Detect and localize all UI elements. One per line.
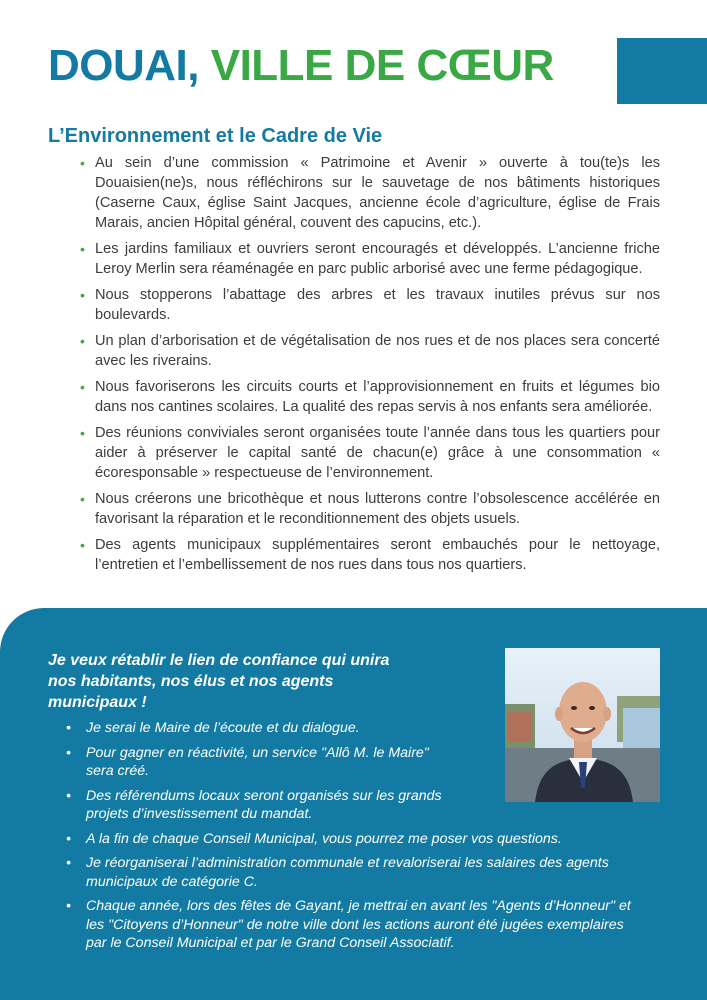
pledge-item-text: A la fin de chaque Conseil Municipal, vous pourrez me poser vos questions. [86, 830, 562, 847]
bullet-icon: • [66, 855, 71, 871]
pledge-item-text: Je réorganiserai l’administration communale et revaloriserai les salaires des agents municipaux de catégorie C. [86, 855, 609, 890]
pledge-item [66, 787, 446, 824]
bullet-icon: • [80, 537, 85, 553]
pledge-item [66, 744, 446, 781]
environment-item [80, 423, 660, 483]
environment-item-text: Les jardins familiaux et ouvriers seront encouragés et développés. L’ancienne friche Leroy Merlin sera réaménagée en parc public arborisé avec une ferme pédagogique. [95, 241, 660, 277]
bullet-icon: • [80, 425, 85, 441]
environment-item [80, 377, 660, 417]
corner-accent-block [617, 38, 707, 104]
pledge-item-text: Pour gagner en réactivité, un service "Allô M. le Maire" sera créé. [86, 744, 429, 779]
environment-item [80, 285, 660, 325]
bullet-icon: • [80, 155, 85, 171]
pledge-item [66, 897, 646, 953]
environment-item [80, 489, 660, 529]
page-title [48, 41, 554, 90]
pledge-item-text: Chaque année, lors des fêtes de Gayant, je mettrai en avant les "Agents d’Honneur" et les "Citoyens d’Honneur" de notre ville dont les actions auront été jugées exemplaires par le Conseil Municipal et par le Grand Conseil Associatif. [86, 898, 631, 951]
pledge-item [66, 830, 646, 849]
bullet-icon: • [80, 287, 85, 303]
pledge-heading: Je veux rétablir le lien de confiance qui unira nos habitants, nos élus et nos agents municipaux ! [48, 652, 390, 711]
bullet-icon: • [80, 241, 85, 257]
environment-item [80, 153, 660, 233]
bullet-icon: • [66, 744, 71, 761]
environment-item-text: Un plan d’arborisation et de végétalisation de nos rues et de nos places sera concerté avec les riverains. [95, 333, 660, 369]
environment-item-text: Nous favoriserons les circuits courts et l’approvisionnement en fruits et légumes bio dans nos cantines scolaires. La qualité des repas servis à nos enfants sera améliorée. [95, 379, 660, 415]
title-slogan: VILLE DE CŒUR [210, 41, 554, 90]
bullet-icon: • [80, 379, 85, 395]
bullet-icon: • [80, 333, 85, 349]
environment-item [80, 535, 660, 575]
environment-item [80, 331, 660, 371]
pledge-item-text: Je serai le Maire de l’écoute et du dialogue. [86, 720, 360, 736]
title-city: DOUAI, [48, 41, 199, 90]
environment-list [80, 153, 660, 581]
pledge-item [66, 854, 646, 891]
environment-item-text: Au sein d’une commission « Patrimoine et Avenir » ouverte à tou(te)s les Douaisien(ne)s, nous réfléchirons sur le sauvetage de nos bâtiments historiques (Caserne Caux, église Saint Jacques, ancienne école d’agriculture, église de Frais Marais, ancien Hôpital général, couvent des capucins, etc.). [95, 155, 660, 231]
environment-item-text: Des réunions conviviales seront organisées toute l’année dans tous les quartiers pour aider à préserver le capital santé de chacun(e) grâce à une consommation « écoresponsable » respectueuse de l’environnement. [95, 425, 660, 481]
environment-item-text: Nous créerons une bricothèque et nous lutterons contre l’obsolescence accélérée en favorisant la réparation et le reconditionnement des objets usuels. [95, 491, 660, 527]
bullet-icon: • [66, 720, 71, 736]
environment-item-text: Des agents municipaux supplémentaires seront embauchés pour le nettoyage, l’entretien et l’embellissement de nos rues dans tous nos quartiers. [95, 537, 660, 573]
bullet-icon: • [80, 491, 85, 507]
pledge-list [66, 719, 646, 959]
bullet-icon: • [66, 830, 71, 847]
environment-item-text: Nous stopperons l’abattage des arbres et les travaux inutiles prévus sur nos boulevards. [95, 287, 660, 323]
pledge-item [66, 719, 646, 738]
bullet-icon: • [66, 898, 71, 914]
bullet-icon: • [66, 787, 71, 804]
section-heading-environment: L’Environnement et le Cadre de Vie [48, 125, 383, 147]
pledge-item-text: Des référendums locaux seront organisés sur les grands projets d’investissement du mandat. [86, 787, 442, 822]
environment-item [80, 239, 660, 279]
